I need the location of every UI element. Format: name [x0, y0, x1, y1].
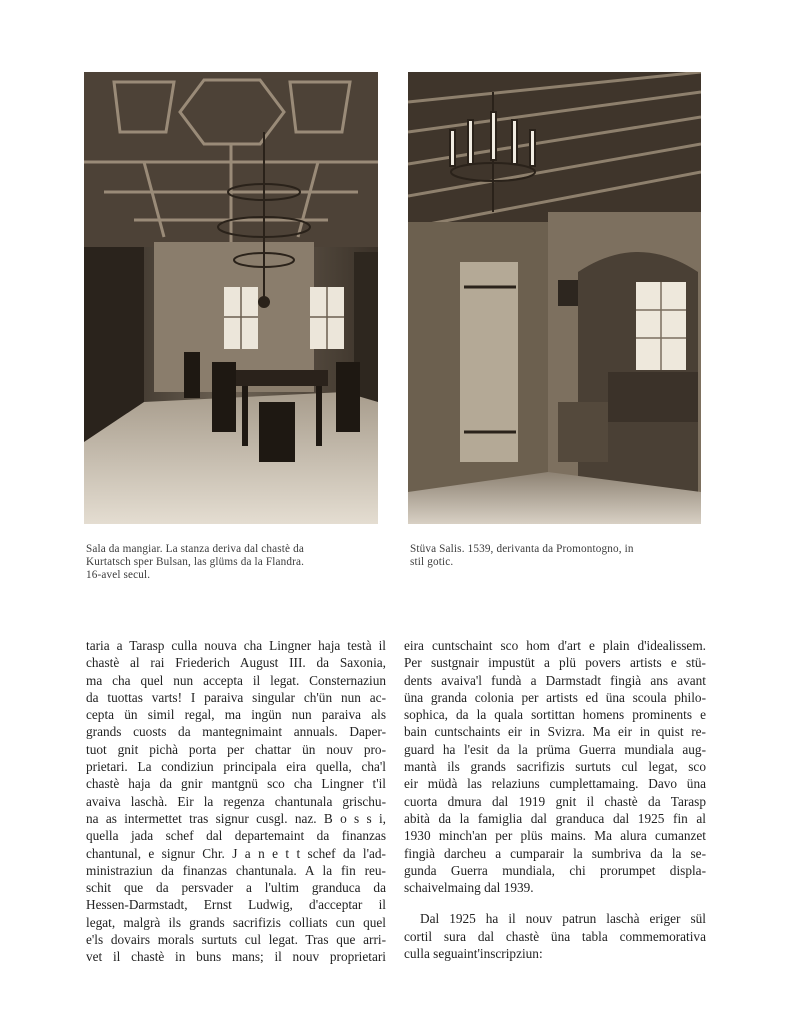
text-line: grands cuosts da mantegnimaint annuals. Daper- — [86, 724, 386, 740]
text-line: taria a Tarasp culla nouva cha Lingner haja testà il — [86, 638, 386, 653]
text-line: guard ha l'esit da la prüma Guerra mundiala aug- — [404, 741, 706, 757]
text-line: quella jada schef dal departemaint da finanzas — [86, 828, 386, 844]
caption-line: 16-avel secul. — [86, 569, 151, 581]
text-line: bain cuntschaints eir in Svizra. Ma eir in quist re- — [404, 724, 706, 740]
text-line: cepta ün simil regal, ma ingün nun paraiva als — [86, 707, 386, 723]
text-line: 1930 minch'an per plüs mains. Ma alura cumanzet — [404, 828, 706, 844]
text-line: chastè haja da gnir mantgnü sco cha Lingner t'il — [86, 776, 386, 792]
text-line: Dal 1925 ha il nouv patrun laschà eriger sül — [420, 911, 706, 927]
text-line: cortil sura dal chastè üna tabla commemorativa — [404, 928, 706, 944]
text-line: eira cuntschaint sco hom d'art e plain d'idealissem. — [404, 638, 706, 653]
text-line: culla seguaint'inscripziun: — [404, 946, 543, 962]
text-line: vet il chastè in buns mans; il nouv proprietari — [86, 949, 386, 965]
caption-line: Stüva Salis. 1539, derivanta da Promontogno, in — [410, 543, 634, 555]
body-column-left — [86, 637, 386, 966]
text-line: eir müdà las relaziuns cumplettamaing. Davo üna — [404, 776, 706, 792]
body-column-right — [404, 637, 706, 962]
text-line: fingià darcheu a cumparair la sumbriva da la se- — [404, 845, 706, 861]
text-line: na as intermettet tras signur cusgl. naz. B o s s i, — [86, 810, 386, 826]
paragraph-gap — [404, 896, 706, 910]
text-line: da tuottas varts! I paraiva singular ch'ün nun ac- — [86, 689, 386, 705]
text-line: Per sustgnair impustüt a plü povers artists e stü- — [404, 655, 706, 671]
text-line: cuorta dmura dal 1919 gnit il chastè da Tarasp — [404, 793, 706, 809]
text-line: legat, malgrà ils grands sacrifizis colliats cun quel — [86, 914, 386, 930]
caption-line: stil gotic. — [410, 556, 454, 568]
dining-hall-photo — [84, 72, 378, 524]
text-line: tuot gnit pichà porta per chattar ün nouv pro- — [86, 741, 386, 757]
text-line: chantunal, e signur Chr. J a n e t t schef da l'ad- — [86, 845, 386, 861]
text-line: sophica, da la quala sortittan homens prominents e — [404, 707, 706, 723]
picture-frame-icon — [558, 280, 578, 306]
text-line: chastè al rai Friederich August III. da Saxonia, — [86, 655, 386, 671]
caption-line: Kurtatsch sper Bulsan, las glüms da la Flandra. — [86, 556, 305, 568]
text-line: gunda Guerra mundiala, chi prorumpet displa- — [404, 862, 706, 878]
text-line: ma cha quel nun accepta il legat. Consternaziun — [86, 672, 386, 688]
text-line: avaiva laschà. Eir la regenza chantunala grischu- — [86, 793, 386, 809]
stuva-salis-image — [408, 72, 701, 524]
dining-hall-image — [84, 72, 378, 524]
caption-line: Sala da mangiar. La stanza deriva dal chastè da — [86, 543, 304, 555]
stuva-salis-caption — [410, 543, 702, 569]
text-line: ministraziun da finanzas chantunala. A la fin reu- — [86, 862, 386, 878]
text-line: e'ls dovairs morals surtuts cul legat. Tras que arri- — [86, 932, 386, 948]
text-line: dents avaiva'l fundà a Darmstadt fingià ans avant — [404, 672, 706, 688]
text-line: Hessen-Darmstadt, Ernst Ludwig, d'acceptar il — [86, 897, 386, 913]
text-line: prietari. La condiziun principala eira quella, cha'l — [86, 759, 386, 775]
text-line: mantà ils grands sacrifizis surtuts cul legat, sco — [404, 759, 706, 775]
text-line: üna granda colonia per artists ed üna scoula philo- — [404, 689, 706, 705]
text-line: schit que da persvader a l'ultim granduca da — [86, 880, 386, 896]
stuva-salis-photo — [408, 72, 701, 524]
dining-hall-caption — [86, 543, 378, 582]
text-line: schaivelmaing dal 1939. — [404, 880, 534, 896]
text-line: abità da la famiglia dal granduca dal 1925 fin al — [404, 810, 706, 826]
